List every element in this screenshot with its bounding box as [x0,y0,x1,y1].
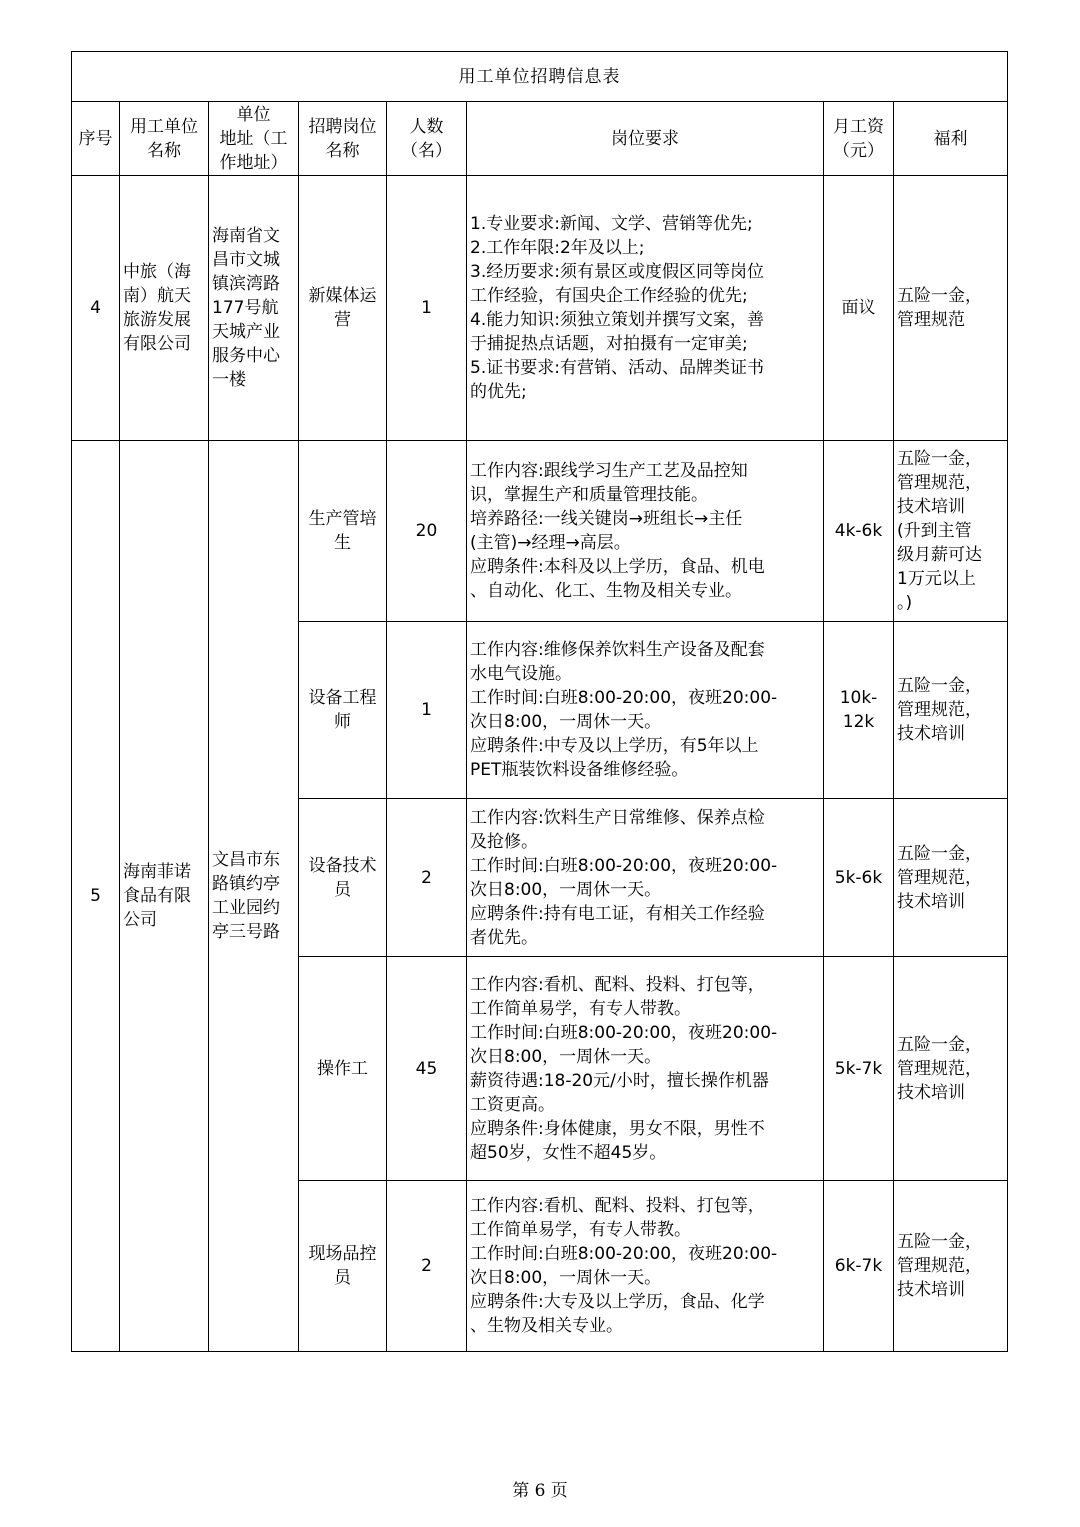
text-line: (主管)→经理→高层。 [470,533,631,553]
text-line: 员 [334,1268,351,1288]
text-line: 1.专业要求:新闻、文学、营销等优先; [470,214,753,234]
table-row [72,441,1008,622]
welfare [894,622,1008,799]
text-line: 水电气设施。 [470,664,572,684]
text-line: 设备工程 [308,688,377,708]
text-line: 工作内容:维修保养饮料生产设备及配套 [470,640,765,660]
text-line: 海南菲诺 [123,862,191,882]
text-line: 5k-6k [834,867,883,888]
headcount: 1 [387,176,467,441]
company-address [209,441,299,1352]
text-line: 技术培训 [897,497,965,517]
position-requirements [467,176,824,441]
text-line: 操作工 [317,1058,368,1079]
text-line: 技术培训 [897,1082,965,1103]
recruitment-table [71,51,1008,1352]
page-number: 第 6 页 [512,1481,568,1501]
text-line: 管理规范， [897,473,982,493]
text-line: 应聘条件:中专及以上学历，有5年以上 [470,736,759,756]
position-name [299,176,387,441]
text-line: 识，掌握生产和质量管理技能。 [470,485,708,505]
text-line: 五险一金， [897,286,982,306]
header-no: 序号 [72,102,120,176]
position-name [299,441,387,622]
text-line: 五险一金， [897,1034,982,1055]
text-line: 招聘岗位 [308,116,377,137]
text-line: 次日8:00，一周休一天。 [470,1046,662,1067]
text-line: 月工资 [833,116,884,137]
position-requirements [467,441,824,622]
position-requirements [467,1181,824,1352]
text-line: 路镇约亭 [212,874,280,894]
text-line: 及抢修。 [470,831,538,852]
position-requirements [467,957,824,1181]
welfare [894,799,1008,957]
text-line: 工作时间:白班8:00-20:00，夜班20:00- [470,855,778,876]
table-title: 用工单位招聘信息表 [72,52,1008,102]
headcount: 2 [387,799,467,957]
text-line: 技术培训 [897,724,965,744]
text-line: 、自动化、化工、生物及相关专业。 [470,581,742,601]
text-line: 五险一金， [897,449,982,469]
company-name [120,176,209,441]
text-line: 的优先; [470,382,527,402]
text-line: 五险一金， [897,676,982,696]
text-line: 员 [334,879,351,900]
text-line: 昌市文城 [212,250,280,270]
text-line: （名） [401,140,452,161]
text-line: 营 [334,310,351,330]
text-line: 次日8:00，一周休一天。 [470,879,662,900]
text-line: 薪资待遇:18-20元/小时，擅长操作机器 [470,1070,769,1091]
text-line: 公司 [123,910,157,930]
salary [824,622,894,799]
header-salary [824,102,894,176]
text-line: 管理规范， [897,1058,982,1079]
text-line: 者优先。 [470,927,538,948]
text-line: 工作内容:饮料生产日常维修、保养点检 [470,807,765,828]
salary [824,957,894,1181]
text-line: (升到主管 [897,521,972,541]
text-line: 生 [334,533,351,553]
text-line: 南）航天 [123,286,191,306]
salary: 面议 [824,176,894,441]
text-line: 地址（工 [219,128,288,149]
text-line: 人数 [409,116,444,137]
headcount: 20 [387,441,467,622]
headcount: 2 [387,1181,467,1352]
position-name [299,622,387,799]
text-line: 工作内容:看机、配料、投料、打包等， [470,974,765,995]
text-line: 应聘条件:持有电工证，有相关工作经验 [470,903,765,924]
welfare [894,441,1008,622]
text-line: 工作简单易学，有专人带教。 [470,1220,691,1240]
salary [824,1181,894,1352]
salary [824,799,894,957]
text-line: PET瓶装饮料设备维修经验。 [470,760,689,780]
text-line: 设备技术 [308,855,377,876]
company-name [120,441,209,1352]
header-count [387,102,467,176]
text-line: 。) [897,593,913,613]
text-line: 于捕捉热点话题，对拍摄有一定审美; [470,334,748,354]
position-requirements [467,622,824,799]
text-line: 工作经验，有国央企工作经验的优先; [470,286,748,306]
header-welfare: 福利 [894,102,1008,176]
text-line: 名称 [147,140,181,161]
company-address [209,176,299,441]
text-line: 应聘条件:大专及以上学历，食品、化学 [470,1292,765,1312]
text-line: 作地址） [219,152,288,173]
welfare [894,1181,1008,1352]
text-line: 工作时间:白班8:00-20:00，夜班20:00- [470,1244,778,1264]
header-position [299,102,387,176]
text-line: 工作内容:跟线学习生产工艺及品控知 [470,461,748,481]
text-line: 、生物及相关专业。 [470,1316,623,1336]
text-line: 超50岁，女性不超45岁。 [470,1142,667,1163]
text-line: 工作时间:白班8:00-20:00，夜班20:00- [470,1022,778,1043]
text-line: 工业园约 [212,898,280,918]
text-line: 次日8:00，一周休一天。 [470,712,662,732]
text-line: 海南省文 [212,226,280,246]
text-line: 技术培训 [897,1280,965,1300]
text-line: 现场品控 [308,1244,377,1264]
text-line: 12k [842,712,875,732]
text-line: 工作时间:白班8:00-20:00，夜班20:00- [470,688,778,708]
text-line: 一楼 [212,370,246,390]
headcount: 45 [387,957,467,1181]
text-line: 5.证书要求:有营销、活动、品牌类证书 [470,358,764,378]
text-line: 用工单位 [130,116,198,137]
header-company [120,102,209,176]
text-line: 工作内容:看机、配料、投料、打包等， [470,1196,765,1216]
position-name [299,799,387,957]
text-line: 五险一金， [897,1232,982,1252]
table-row [72,176,1008,441]
text-line: 4.能力知识:须独立策划并撰写文案，善 [470,310,764,330]
text-line: 亭三号路 [212,922,280,942]
text-line: 旅游发展 [123,310,191,330]
text-line: 镇滨湾路 [212,274,280,294]
text-line: 单位 [236,104,271,125]
text-line: 师 [334,712,351,732]
text-line: 生产管培 [308,509,377,529]
text-line: 培养路径:一线关键岗→班组长→主任 [470,509,743,529]
text-line: 中旅（海 [123,262,191,282]
welfare [894,957,1008,1181]
text-line: 新媒体运 [308,286,377,306]
text-line: （元） [833,140,884,161]
text-line: 管理规范， [897,700,982,720]
text-line: 管理规范， [897,867,982,888]
text-line: 服务中心 [212,346,280,366]
text-line: 177号航 [212,298,279,318]
headcount: 1 [387,622,467,799]
header-requirements: 岗位要求 [467,102,824,176]
text-line: 应聘条件:本科及以上学历，食品、机电 [470,557,765,577]
text-line: 文昌市东 [212,850,280,870]
position-name [299,1181,387,1352]
welfare [894,176,1008,441]
text-line: 次日8:00，一周休一天。 [470,1268,662,1288]
text-line: 3.经历要求:须有景区或度假区同等岗位 [470,262,764,282]
text-line: 技术培训 [897,891,965,912]
text-line: 工作简单易学，有专人带教。 [470,998,691,1019]
text-line: 4k-6k [834,521,883,541]
text-line: 管理规范， [897,1256,982,1276]
text-line: 天城产业 [212,322,280,342]
header-address [209,102,299,176]
text-line: 5k-7k [834,1058,883,1079]
position-requirements [467,799,824,957]
text-line: 6k-7k [834,1256,883,1276]
header-row [72,102,1008,176]
salary [824,441,894,622]
text-line: 名称 [325,140,360,161]
text-line: 五险一金， [897,843,982,864]
text-line: 2.工作年限:2年及以上; [470,238,645,258]
text-line: 级月薪可达 [897,545,982,565]
text-line: 工资更高。 [470,1094,555,1115]
text-line: 管理规范 [897,310,965,330]
row-no: 4 [72,176,120,441]
position-name [299,957,387,1181]
text-line: 食品有限 [123,886,191,906]
text-line: 10k- [839,688,878,708]
text-line: 应聘条件:身体健康，男女不限，男性不 [470,1118,765,1139]
text-line: 有限公司 [123,334,191,354]
row-no: 5 [72,441,120,1352]
text-line: 1万元以上 [897,569,976,589]
